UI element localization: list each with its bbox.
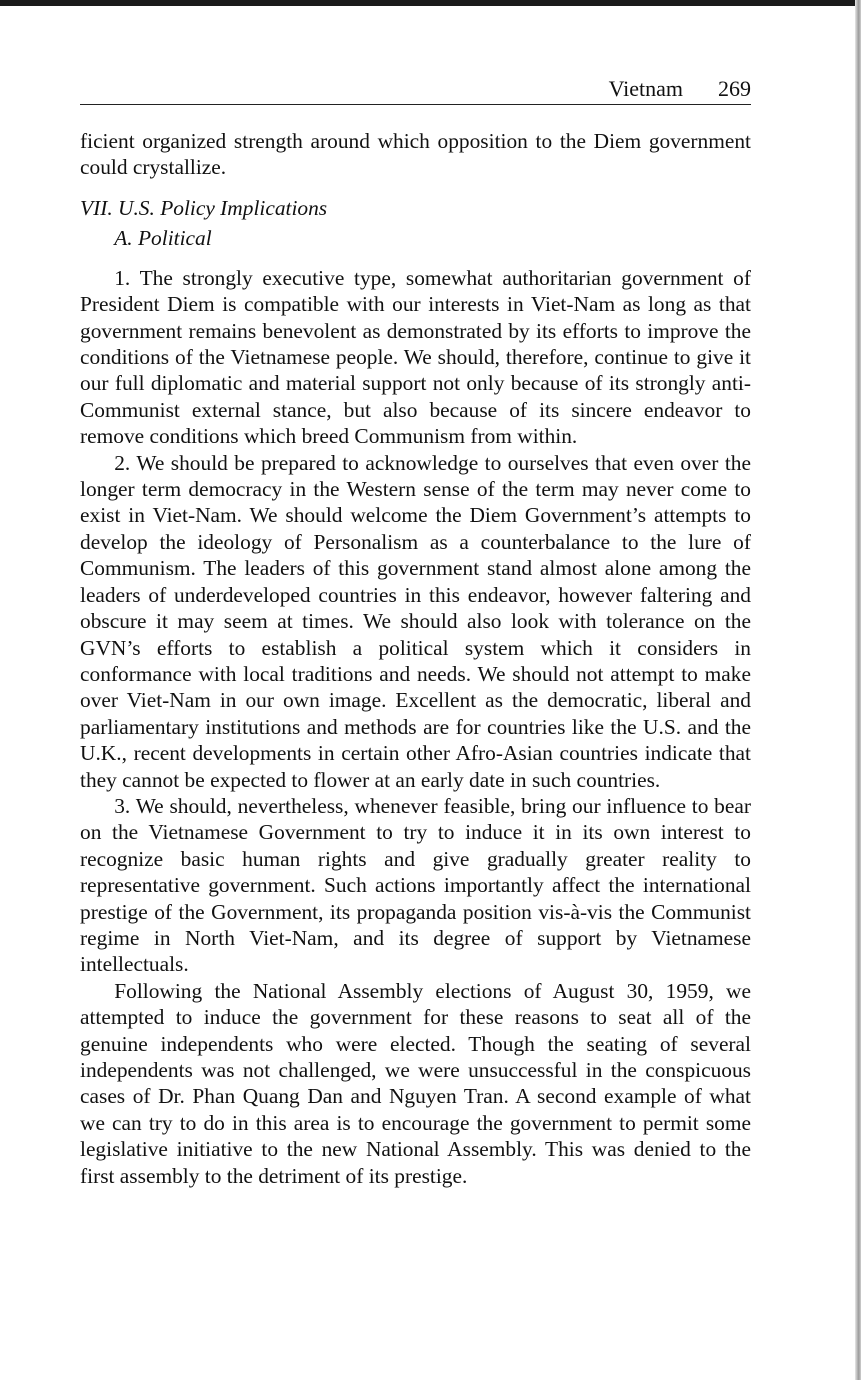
section-heading: VII. U.S. Policy Implications — [80, 195, 328, 220]
page-number: 269 — [718, 76, 751, 101]
paragraph-4: Following the National Assembly elections of August 30, 1959, we attempted to induce the government for these reasons to seat all of the genuine independents who were elected. Though the seating of several independents was not challenged, we were unsuccessful in the conspicuous cases of Dr. Phan Quang Dan and Nguyen Tran. A second example of what we can try to do in this area is to encourage the government to permit some legislative initiative to the new National Assembly. This was denied to the first assembly to the detriment of its prestige. — [80, 978, 751, 1188]
paragraph-2: 2. We should be prepared to acknowledge to ourselves that even over the longer term democracy in the Western sense of the term may never come to exist in Viet-Nam. We should welcome the Diem Government’s attempts to develop the ideology of Personalism as a counterbalance to the lure of Communism. The leaders of this government stand almost alone among the leaders of underdeveloped countries in this endeavor, however faltering and obscure it may seem at times. We should also look with tolerance on the GVN’s efforts to establish a political system which it considers in conformance with local traditions and needs. We should not attempt to make over Viet-Nam in our own image. Excellent as the democratic, liberal and parliamentary institutions and methods are for countries like the U.S. and the U.K., recent developments in certain other Afro-Asian countries indicate that they cannot be expected to flower at an early date in such countries. — [80, 450, 751, 792]
running-header — [80, 74, 751, 105]
page-body — [80, 128, 751, 1189]
continuation-paragraph: ficient organized strength around which opposition to the Diem government could crystallize. — [80, 129, 751, 180]
paragraph-3: 3. We should, nevertheless, whenever feasible, bring our influence to bear on the Vietnamese Government to try to induce it in its own interest to recognize basic human rights and give gradually greater reality to representative government. Such actions importantly affect the international prestige of the Government, its propaganda position vis-à-vis the Communist regime in North Viet-Nam, and its degree of support by Vietnamese intellectuals. — [80, 793, 751, 977]
page-binding-edge — [855, 0, 861, 1380]
running-header-title: Vietnam — [608, 76, 683, 101]
sub-heading: A. Political — [114, 225, 212, 250]
paragraph-1: 1. The strongly executive type, somewhat authoritarian government of President Diem is compatible with our interests in Viet-Nam as long as that government remains benevolent as demonstrated by its efforts to improve the conditions of the Vietnamese people. We should, therefore, continue to give it our full diplomatic and material support not only because of its strongly anti-Communist external stance, but also because of its sincere endeavor to remove conditions which breed Communism from within. — [80, 265, 751, 449]
page-top-edge — [0, 0, 861, 6]
